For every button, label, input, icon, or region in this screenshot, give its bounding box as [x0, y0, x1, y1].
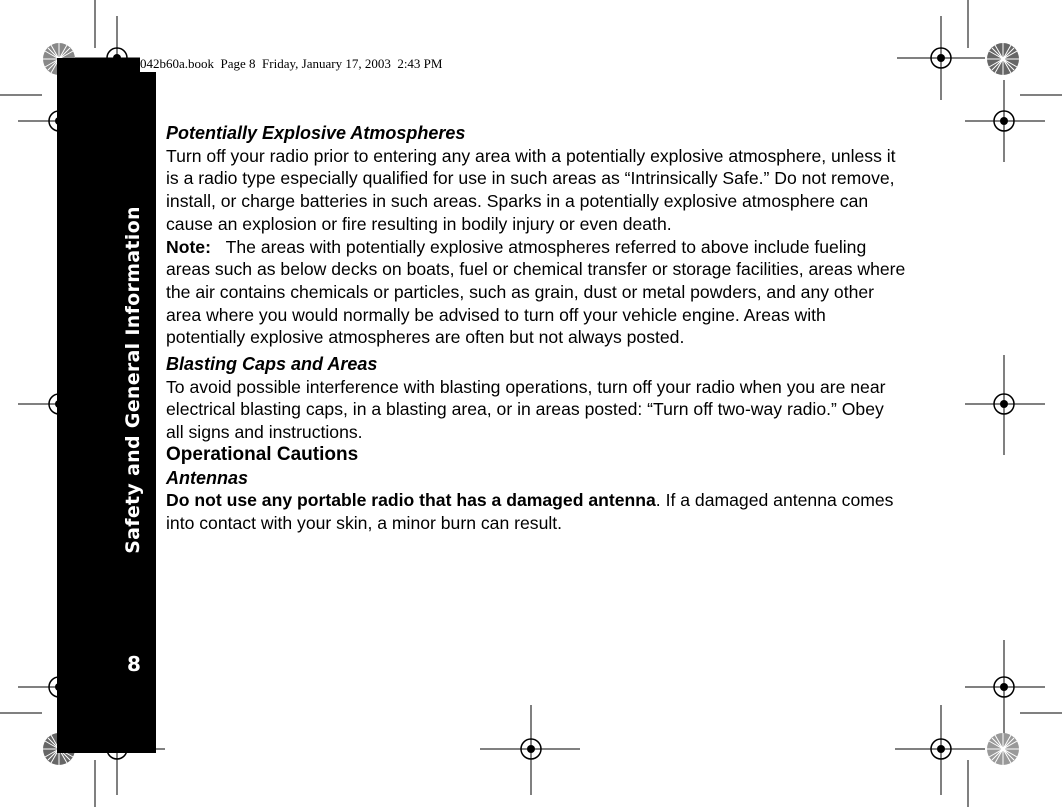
heading-antennas: Antennas: [166, 467, 249, 488]
paragraph-explosive-atmospheres: Turn off your radio prior to entering any area with a potentially explosive atmosphere, unless it is a radio type especially qualified for use in such areas as “Intrinsically Safe.” Do not remove, install, or charge batteries in such areas. Sparks in a potentially explosive atmosphere can cause an explosion or fire resulting in bodily injury or even death.: [166, 145, 896, 234]
note-label: Note:: [166, 236, 211, 257]
antenna-warning-rest: . If a damaged antenna comes into contact with your skin, a minor burn can result.: [166, 490, 894, 533]
page-content: [166, 122, 906, 535]
note-text: The areas with potentially explosive atmospheres referred to above include fueling areas such as below decks on boats, fuel or chemical transfer or storage facilities, areas where the air contains chemicals or particles, such as grain, dust or metal powders, and any other area where you would normally be advised to turn off your vehicle engine. Areas with potentially explosive atmospheres are often but not always posted.: [166, 236, 906, 348]
heading-blasting-caps: Blasting Caps and Areas: [166, 354, 378, 375]
section-side-title: Safety and General Information: [122, 206, 144, 554]
antenna-warning-bold: Do not use any portable radio that has a damaged antenna: [166, 490, 656, 511]
paragraph-blasting-caps: To avoid possible interference with blasting operations, turn off your radio when you are near electrical blasting caps, in a blasting area, or in areas posted: “Turn off two-way radio.” Obey all signs and instructions.: [166, 376, 886, 443]
book-info-slug: 042b60a.book Page 8 Friday, January 17, 2003 2:43 PM: [140, 56, 443, 71]
paragraph-antennas: [166, 489, 906, 534]
note-paragraph: [166, 236, 906, 350]
heading-explosive-atmospheres: Potentially Explosive Atmospheres: [166, 123, 466, 143]
heading-operational-cautions: Operational Cautions: [166, 443, 359, 465]
page-number: 8: [127, 652, 141, 676]
